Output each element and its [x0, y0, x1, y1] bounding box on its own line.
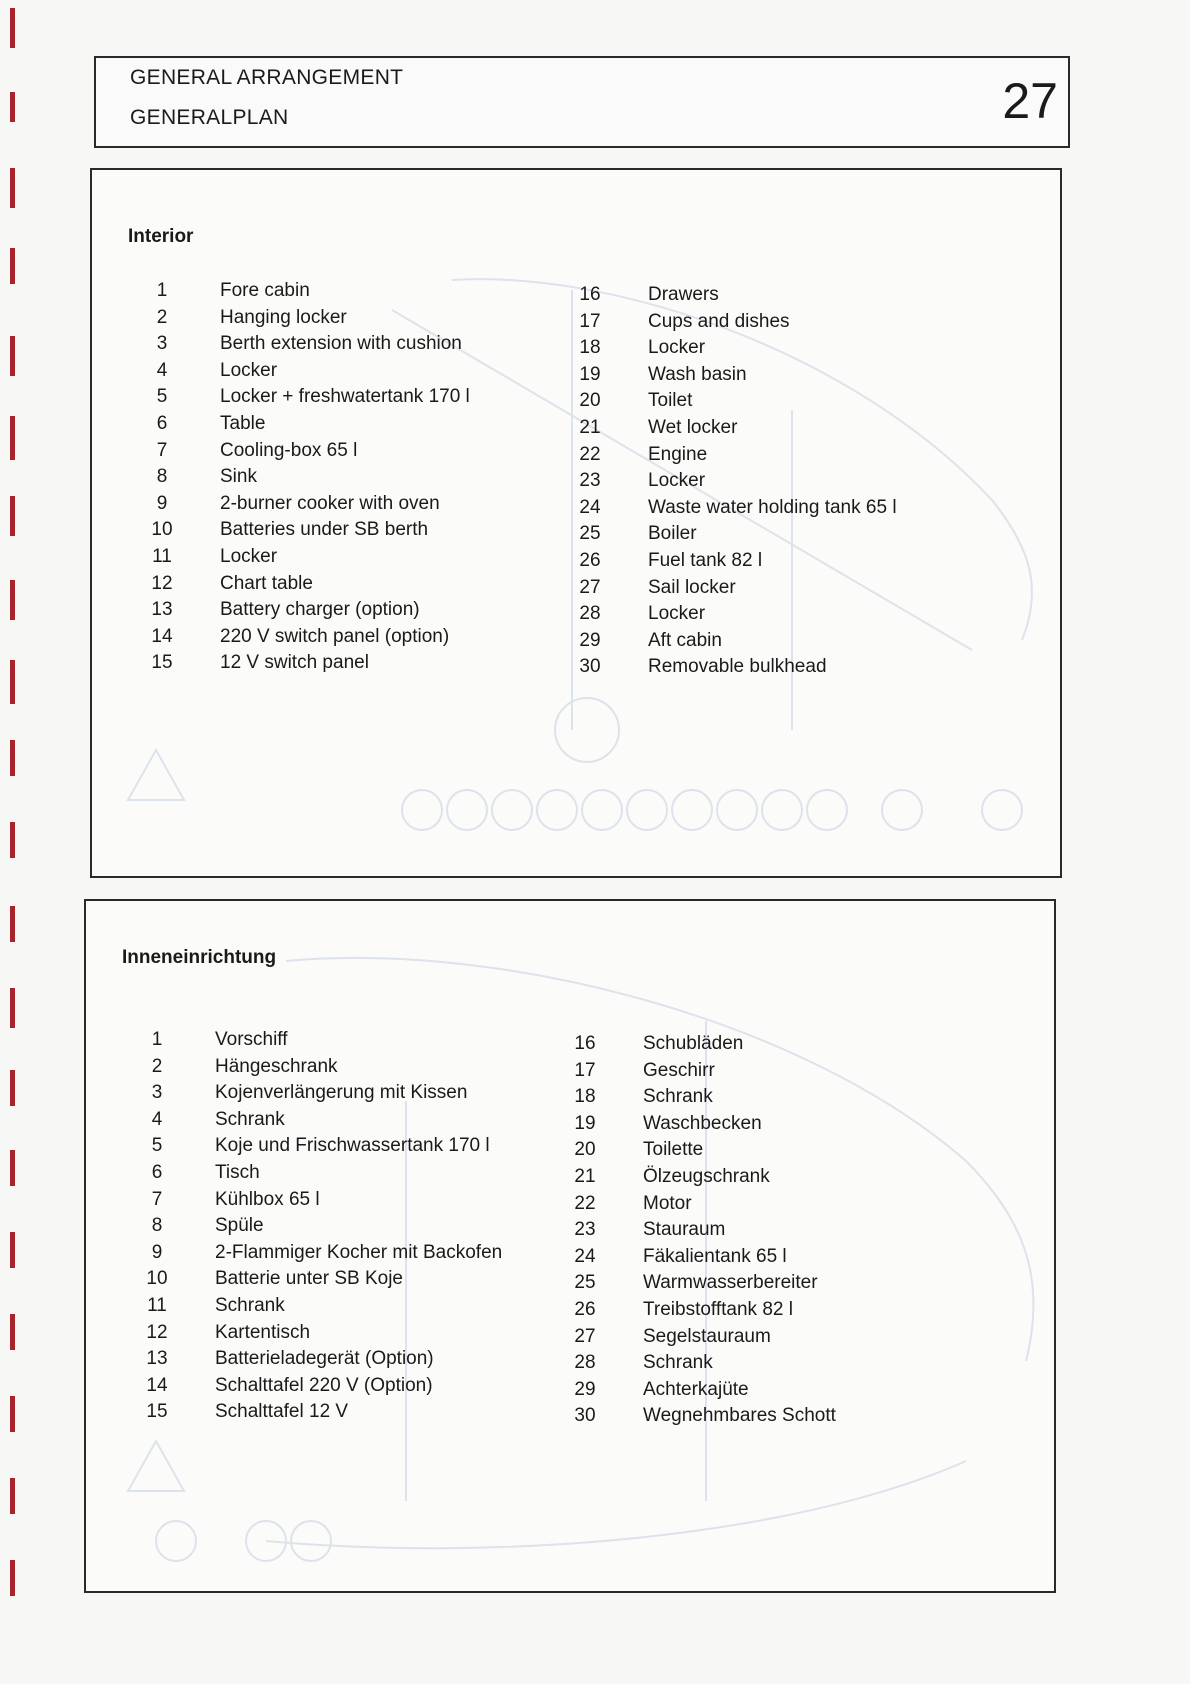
- item-number: 29: [579, 629, 601, 651]
- item-label: Hängeschrank: [215, 1055, 338, 1077]
- item-number: 15: [146, 1401, 168, 1423]
- item-label: Warmwasserbereiter: [643, 1272, 818, 1294]
- item-number: 28: [574, 1352, 596, 1374]
- item-label: Waste water holding tank 65 l: [648, 496, 897, 518]
- item-number: 26: [579, 549, 601, 571]
- interior-box: [90, 168, 1062, 878]
- item-label: Batterieladegerät (Option): [215, 1348, 434, 1370]
- item-number: 9: [156, 492, 168, 514]
- item-number: 16: [579, 284, 601, 305]
- item-number: 28: [579, 603, 601, 625]
- item-number: 30: [579, 656, 601, 678]
- item-number: 22: [574, 1192, 596, 1214]
- item-label: Schubläden: [643, 1033, 744, 1054]
- binding-strip: [10, 0, 16, 1684]
- item-label: Schalttafel 12 V: [215, 1401, 349, 1423]
- item-number: 5: [151, 1135, 163, 1157]
- item-number: 2: [151, 1055, 163, 1077]
- item-label: Locker + freshwatertank 170 l: [220, 386, 470, 408]
- item-label: Kojenverlängerung mit Kissen: [215, 1082, 468, 1104]
- item-number: 24: [574, 1245, 596, 1267]
- item-number: 14: [151, 625, 173, 647]
- item-label: Waschbecken: [643, 1112, 762, 1134]
- item-number: 3: [156, 333, 168, 355]
- item-number: 24: [579, 496, 601, 518]
- item-label: Sail locker: [648, 576, 736, 598]
- item-label: Drawers: [648, 284, 719, 305]
- item-number: 20: [579, 390, 601, 412]
- item-label: Tisch: [215, 1161, 260, 1183]
- item-number: 22: [579, 443, 601, 465]
- item-label: Locker: [220, 359, 278, 381]
- item-label: Spüle: [215, 1215, 264, 1237]
- item-number: 13: [146, 1348, 168, 1370]
- item-label: Sink: [220, 466, 257, 488]
- title-english: GENERAL ARRANGEMENT: [130, 66, 404, 89]
- item-number: 17: [579, 310, 601, 332]
- item-label: Hanging locker: [220, 306, 347, 328]
- item-label: Cooling-box 65 l: [220, 439, 358, 461]
- item-number: 21: [579, 416, 601, 438]
- item-label: Fäkalientank 65 l: [643, 1245, 787, 1267]
- item-label: Wash basin: [648, 363, 747, 385]
- item-label: Berth extension with cushion: [220, 333, 462, 355]
- item-label: Segelstauraum: [643, 1325, 771, 1347]
- item-number: 25: [579, 523, 601, 545]
- item-label: Batteries under SB berth: [220, 519, 429, 541]
- item-number: 12: [146, 1321, 168, 1343]
- item-number: 20: [574, 1139, 596, 1161]
- item-number: 18: [574, 1086, 596, 1108]
- item-number: 8: [156, 466, 168, 488]
- item-label: Schrank: [215, 1294, 285, 1316]
- item-number: 11: [147, 1294, 167, 1316]
- item-label: 2-burner cooker with oven: [220, 492, 440, 514]
- item-label: Toilette: [643, 1139, 704, 1161]
- item-label: Table: [220, 412, 266, 434]
- item-number: 21: [574, 1165, 596, 1187]
- item-number: 9: [151, 1241, 163, 1263]
- item-number: 1: [156, 280, 168, 301]
- item-label: Toilet: [648, 390, 693, 412]
- item-number: 27: [574, 1325, 596, 1347]
- item-label: Geschirr: [643, 1059, 715, 1081]
- page-number: 27: [1002, 73, 1058, 129]
- item-label: 12 V switch panel: [220, 652, 369, 674]
- item-number: 1: [151, 1029, 163, 1050]
- item-label: Wet locker: [648, 416, 738, 438]
- item-label: Fuel tank 82 l: [648, 549, 763, 571]
- item-number: 6: [151, 1161, 163, 1183]
- item-number: 11: [152, 545, 172, 567]
- item-label: Schalttafel 220 V (Option): [215, 1374, 433, 1396]
- item-label: Engine: [648, 443, 708, 465]
- item-label: Locker: [648, 603, 706, 625]
- inneneinrichtung-heading: Inneneinrichtung: [122, 947, 277, 968]
- item-number: 15: [151, 652, 173, 674]
- item-label: Aft cabin: [648, 629, 722, 651]
- item-number: 27: [579, 576, 601, 598]
- item-number: 29: [574, 1378, 596, 1400]
- item-number: 5: [156, 386, 168, 408]
- item-number: 10: [146, 1268, 168, 1290]
- item-number: 23: [574, 1219, 596, 1241]
- inneneinrichtung-box: [84, 899, 1056, 1593]
- item-label: Locker: [648, 337, 706, 359]
- item-number: 17: [574, 1059, 596, 1081]
- item-label: Chart table: [220, 572, 313, 594]
- item-label: Achterkajüte: [643, 1378, 749, 1400]
- item-label: Motor: [643, 1192, 692, 1214]
- item-number: 14: [146, 1374, 168, 1396]
- interior-heading: Interior: [128, 226, 194, 247]
- item-number: 4: [156, 359, 168, 381]
- item-number: 4: [151, 1108, 163, 1130]
- title-german: GENERALPLAN: [130, 106, 289, 129]
- item-label: Schrank: [643, 1086, 713, 1108]
- item-number: 19: [579, 363, 601, 385]
- item-label: Schrank: [643, 1352, 713, 1374]
- item-label: Locker: [648, 470, 706, 492]
- item-label: Locker: [220, 545, 278, 567]
- item-label: 2-Flammiger Kocher mit Backofen: [215, 1241, 503, 1263]
- item-number: 13: [151, 599, 173, 621]
- item-label: Wegnehmbares Schott: [643, 1405, 836, 1427]
- item-label: Vorschiff: [215, 1029, 288, 1050]
- header-box: [94, 56, 1070, 148]
- item-number: 7: [151, 1188, 163, 1210]
- item-number: 23: [579, 470, 601, 492]
- item-number: 16: [574, 1033, 596, 1054]
- item-number: 10: [151, 519, 173, 541]
- item-label: Treibstofftank 82 l: [643, 1298, 793, 1320]
- item-label: Boiler: [648, 523, 697, 545]
- item-number: 7: [156, 439, 168, 461]
- item-number: 2: [156, 306, 168, 328]
- item-number: 25: [574, 1272, 596, 1294]
- item-number: 26: [574, 1298, 596, 1320]
- item-label: Kartentisch: [215, 1321, 311, 1343]
- item-number: 18: [579, 337, 601, 359]
- item-label: Batterie unter SB Koje: [215, 1268, 403, 1290]
- item-number: 8: [151, 1215, 163, 1237]
- item-label: Ölzeugschrank: [643, 1165, 770, 1187]
- item-number: 3: [151, 1082, 163, 1104]
- item-number: 30: [574, 1405, 596, 1427]
- item-number: 12: [151, 572, 173, 594]
- item-label: Cups and dishes: [648, 310, 790, 332]
- item-number: 6: [156, 412, 168, 434]
- item-label: Removable bulkhead: [648, 656, 827, 678]
- item-label: Schrank: [215, 1108, 285, 1130]
- item-number: 19: [574, 1112, 596, 1134]
- item-label: Battery charger (option): [220, 599, 420, 621]
- item-label: Fore cabin: [220, 280, 310, 301]
- item-label: Kühlbox 65 l: [215, 1188, 320, 1210]
- item-label: Stauraum: [643, 1219, 726, 1241]
- item-label: Koje und Frischwassertank 170 l: [215, 1135, 490, 1157]
- item-label: 220 V switch panel (option): [220, 625, 450, 647]
